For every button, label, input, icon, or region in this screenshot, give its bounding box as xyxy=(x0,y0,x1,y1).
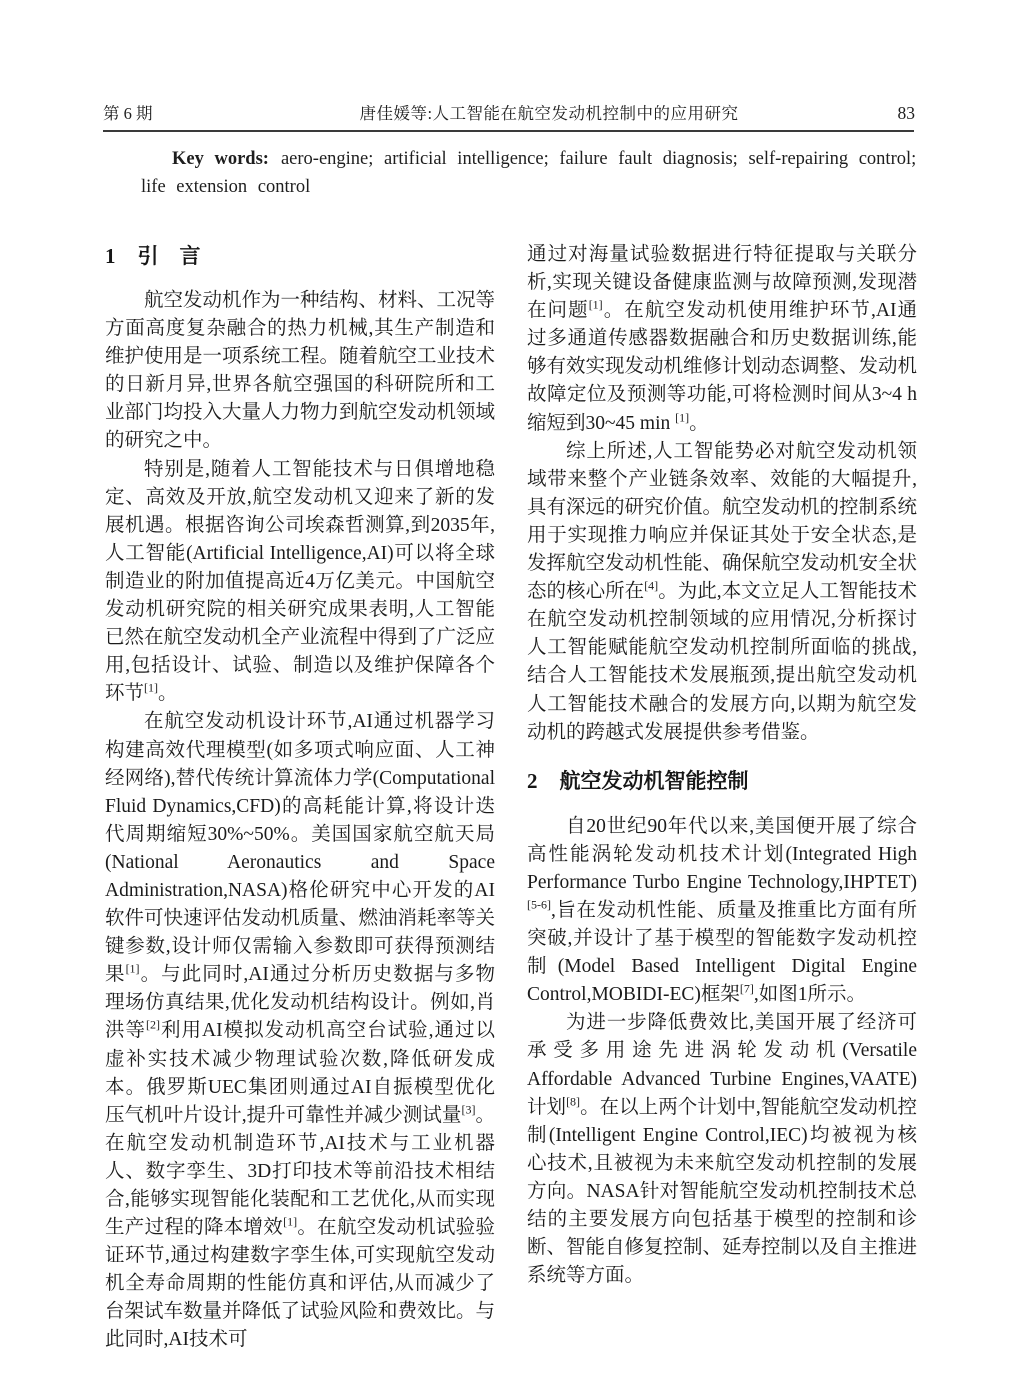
header-rule xyxy=(103,130,914,132)
page-header xyxy=(103,103,915,124)
section-2-title: 航空发动机智能控制 xyxy=(559,769,749,793)
section-2-number: 2 xyxy=(527,768,538,793)
paragraph: 在航空发动机设计环节,AI通过机器学习构建高效代理模型(如多项式响应面、人工神经网络),替代传统计算流体力学(Computational Fluid Dynamics,CFD)的高耗能计算,将设计迭代周期缩短30%~50%。美国国家航空航天局(National Aeronautics and Space Administration,NASA)格伦研究中心开发的AI软件可快速评估发动机质量、燃油消耗率等关键参数,设计师仅需输入参数即可获得预测结果[1]。与此同时,AI通过分析历史数据与多物理场仿真结果,优化发动机结构设计。例如,肖洪等[2]利用AI模拟发动机高空台试验,通过以虚补实技术减少物理试验次数,降低研发成本。俄罗斯UEC集团则通过AI自振模型优化压气机叶片设计,提升可靠性并减少测试量[3]。在航空发动机制造环节,AI技术与工业机器人、数字孪生、3D打印技术等前沿技术相结合,能够实现智能化装配和工艺优化,从而实现生产过程的降本增效[1]。在航空发动机试验验证环节,通过构建数字孪生体,可实现航空发动机全寿命周期的性能仿真和评估,从而减少了台架试车数量并降低了试验风险和费效比。与此同时,AI技术可 xyxy=(105,711,496,1351)
section-1-number: 1 xyxy=(105,244,116,268)
section-1-heading xyxy=(105,243,495,270)
keywords-text: aero-engine; artificial intelligence; failure fault diagnosis; self-repairing control; life extension control xyxy=(141,149,917,197)
running-title: 唐佳媛等:人工智能在航空发动机控制中的应用研究 xyxy=(359,104,739,123)
page-number: 83 xyxy=(897,103,915,123)
section-2-heading xyxy=(527,768,917,795)
left-column xyxy=(105,241,495,1355)
journal-issue: 第 6 期 xyxy=(103,104,153,123)
paragraph: 特别是,随着人工智能技术与日俱增地稳定、高效及开放,航空发动机又迎来了新的发展机遇。根据咨询公司埃森哲测算,到2035年,人工智能(Artificial Intelligence,AI)可以将全球制造业的附加值提高近4万亿美元。中国航空发动机研究院的相关研究成果表明,人工智能已然在航空发动机全产业流程中得到了广泛应用,包括设计、试验、制造以及维护保障各个环节[1]。 xyxy=(105,458,496,705)
paragraph: 航空发动机作为一种结构、材料、工况等方面高度复杂融合的热力机械,其生产制造和维护使用是一项系统工程。随着航空工业技术的日新月异,世界各航空强国的科研院所和工业部门均投入大量人力物力到航空发动机领域的研究之中。 xyxy=(105,290,496,452)
paragraph: 综上所述,人工智能势必对航空发动机领域带来整个产业链条效率、效能的大幅提升,具有深远的研究价值。航空发动机的控制系统用于实现推力响应并保证其处于安全状态,是发挥航空发动机性能、确保航空发动机安全状态的核心所在[4]。为此,本文立足人工智能技术在航空发动机控制领域的应用情况,分析探讨人工智能赋能航空发动机控制所面临的挑战,结合人工智能技术发展瓶颈,提出航空发动机人工智能技术融合的发展方向,以期为航空发动机的跨越式发展提供参考借鉴。 xyxy=(527,440,918,743)
article-body xyxy=(105,241,917,1355)
section-1-title: 引 言 xyxy=(137,245,201,268)
keywords-label: Key words: xyxy=(172,149,269,169)
paragraph: 为进一步降低费效比,美国开展了经济可承受多用途先进涡轮发动机(Versatile Affordable Advanced Turbine Engines,VAATE)计划[8]。在以上两个计划中,智能航空发动机控制(Intelligent Engine Control,IEC)均被视为核心技术,且被视为未来航空发动机控制的发展方向。NASA针对智能航空发动机控制技术总结的主要发展方向包括基于模型的控制和诊断、智能自修复控制、延寿控制以及自主推进系统等方面。 xyxy=(527,1012,918,1287)
paragraph: 自20世纪90年代以来,美国便开展了综合高性能涡轮发动机技术计划(Integrated High Performance Turbo Engine Technology,IHPTET)[5-6],旨在发动机性能、质量及推重比方面有所突破,并设计了基于模型的智能数字发动机控制(Model Based Intelligent Digital Engine Control,MOBIDI-EC)框架[7],如图1所示。 xyxy=(527,815,917,1006)
keywords-line xyxy=(141,146,917,201)
right-column xyxy=(527,241,917,1355)
paragraph-continuation: 通过对海量试验数据进行特征提取与关联分析,实现关键设备健康监测与故障预测,发现潜在问题[1]。在航空发动机使用维护环节,AI通过多通道传感器数据融合和历史数据训练,能够有效实现发动机维修计划动态调整、发动机故障定位及预测等功能,可将检测时间从3~4 h缩短到30~45 min [1]。 xyxy=(527,244,918,434)
